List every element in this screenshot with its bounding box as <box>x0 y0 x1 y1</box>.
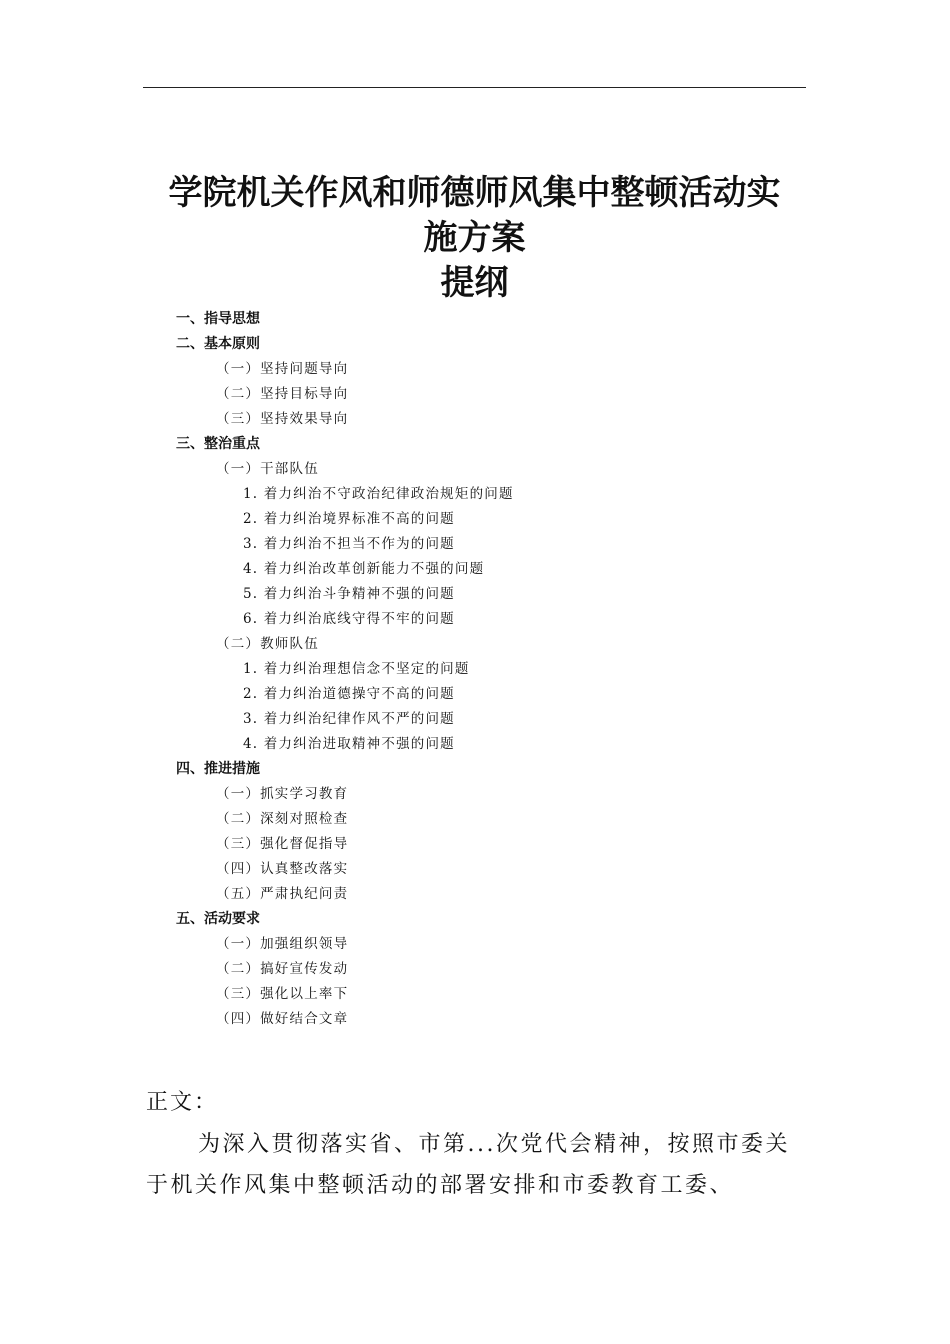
outline-subheading: （一）加强组织领导 <box>216 936 349 952</box>
outline-heading: 二、基本原则 <box>176 336 260 352</box>
document-title-line-2: 施方案 <box>423 218 526 258</box>
outline-item: 2. 着力纠治道德操守不高的问题 <box>243 686 455 702</box>
outline-item: 3. 着力纠治不担当不作为的问题 <box>243 536 455 552</box>
outline-subheading: （三）强化督促指导 <box>216 836 349 852</box>
outline-subheading: （二）坚持目标导向 <box>216 386 349 402</box>
outline-subheading: （四）做好结合文章 <box>216 1011 349 1027</box>
outline-subheading: （一）干部队伍 <box>216 461 319 477</box>
outline-heading: 四、推进措施 <box>176 761 260 777</box>
outline-item: 1. 着力纠治理想信念不坚定的问题 <box>243 661 470 677</box>
outline-item: 4. 着力纠治进取精神不强的问题 <box>243 736 455 752</box>
outline-subheading: （二）搞好宣传发动 <box>216 961 349 977</box>
outline-subheading: （二）深刻对照检查 <box>216 811 349 827</box>
outline-item: 4. 着力纠治改革创新能力不强的问题 <box>243 561 485 577</box>
outline-heading: 一、指导思想 <box>176 311 260 327</box>
header-rule <box>143 87 806 88</box>
outline-item: 6. 着力纠治底线守得不牢的问题 <box>243 611 455 627</box>
outline-item: 1. 着力纠治不守政治纪律政治规矩的问题 <box>243 486 514 502</box>
body-paragraph: 为深入贯彻落实省、市第...次党代会精神，按照市委关于机关作风集中整顿活动的部署安排和市委教育工委、 <box>146 1132 790 1198</box>
outline-subheading: （三）坚持效果导向 <box>216 411 349 427</box>
outline-subheading: （二）教师队伍 <box>216 636 319 652</box>
document-title-line-1: 学院机关作风和师德师风集中整顿活动实 <box>168 173 781 213</box>
outline-heading: 五、活动要求 <box>176 911 260 927</box>
document-subtitle: 提纲 <box>440 263 509 303</box>
outline-heading: 三、整治重点 <box>176 436 260 452</box>
outline-subheading: （四）认真整改落实 <box>216 861 349 877</box>
outline-item: 2. 着力纠治境界标准不高的问题 <box>243 511 455 527</box>
outline-subheading: （五）严肃执纪问责 <box>216 886 349 902</box>
outline-item: 3. 着力纠治纪律作风不严的问题 <box>243 711 455 727</box>
outline-subheading: （一）坚持问题导向 <box>216 361 349 377</box>
outline-subheading: （一）抓实学习教育 <box>216 786 349 802</box>
outline-subheading: （三）强化以上率下 <box>216 986 349 1002</box>
outline-list <box>0 307 950 1032</box>
outline-item: 5. 着力纠治斗争精神不强的问题 <box>243 586 455 602</box>
body-heading: 正文： <box>146 1090 219 1115</box>
